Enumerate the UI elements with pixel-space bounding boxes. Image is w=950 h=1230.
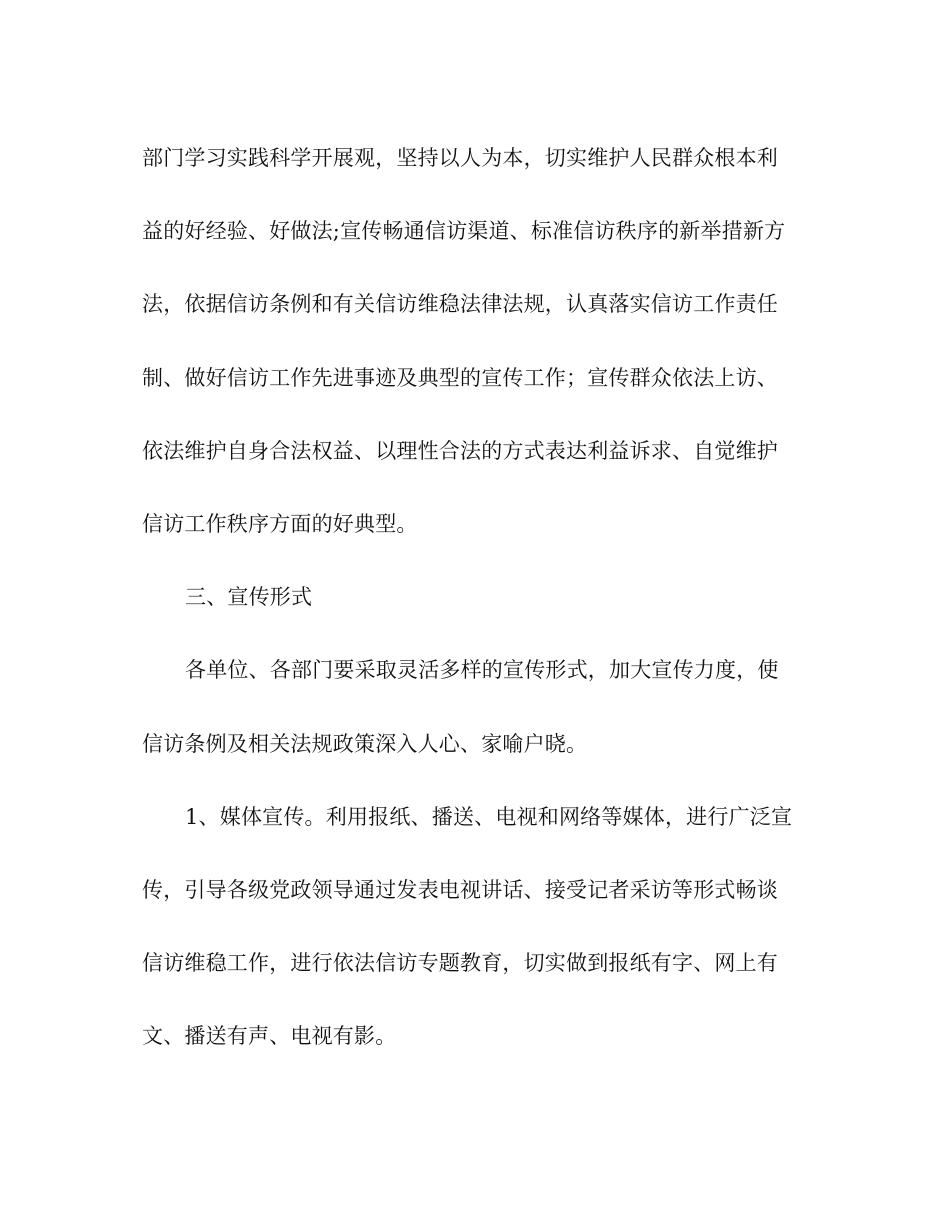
- paragraph-line: 法，依据信访条例和有关信访维稳法律法规，认真落实信访工作责任: [142, 292, 778, 317]
- paragraph-line: 益的好经验、好做法;宣传畅通信访渠道、标准信访秩序的新举措新方: [142, 219, 786, 244]
- paragraph-line: 依法维护自身合法权益、以理性合法的方式表达利益诉求、自觉维护: [142, 438, 778, 463]
- paragraph-line: 各单位、各部门要采取灵活多样的宣传形式，加大宣传力度，使: [185, 658, 779, 683]
- paragraph-line: 制、做好信访工作先进事迹及典型的宣传工作；宣传群众依法上访、: [142, 365, 778, 390]
- paragraph-line: 信访工作秩序方面的好典型。: [142, 511, 418, 536]
- document-body: [142, 136, 808, 1087]
- section-heading: 三、宣传形式: [185, 585, 313, 610]
- paragraph-line: 部门学习实践科学开展观，坚持以人为本，切实维护人民群众根本利: [142, 146, 778, 170]
- paragraph-line: 信访条例及相关法规政策深入人心、家喻户晓。: [142, 731, 588, 756]
- paragraph-line: 传，引导各级党政领导通过发表电视讲话、接受记者采访等形式畅谈: [142, 877, 778, 902]
- paragraph-line: 文、播送有声、电视有影。: [142, 1024, 397, 1049]
- paragraph-line: 信访维稳工作，进行依法信访专题教育，切实做到报纸有字、网上有: [142, 951, 778, 976]
- paragraph-line: 1、媒体宣传。利用报纸、播送、电视和网络等媒体，进行广泛宣: [185, 804, 793, 829]
